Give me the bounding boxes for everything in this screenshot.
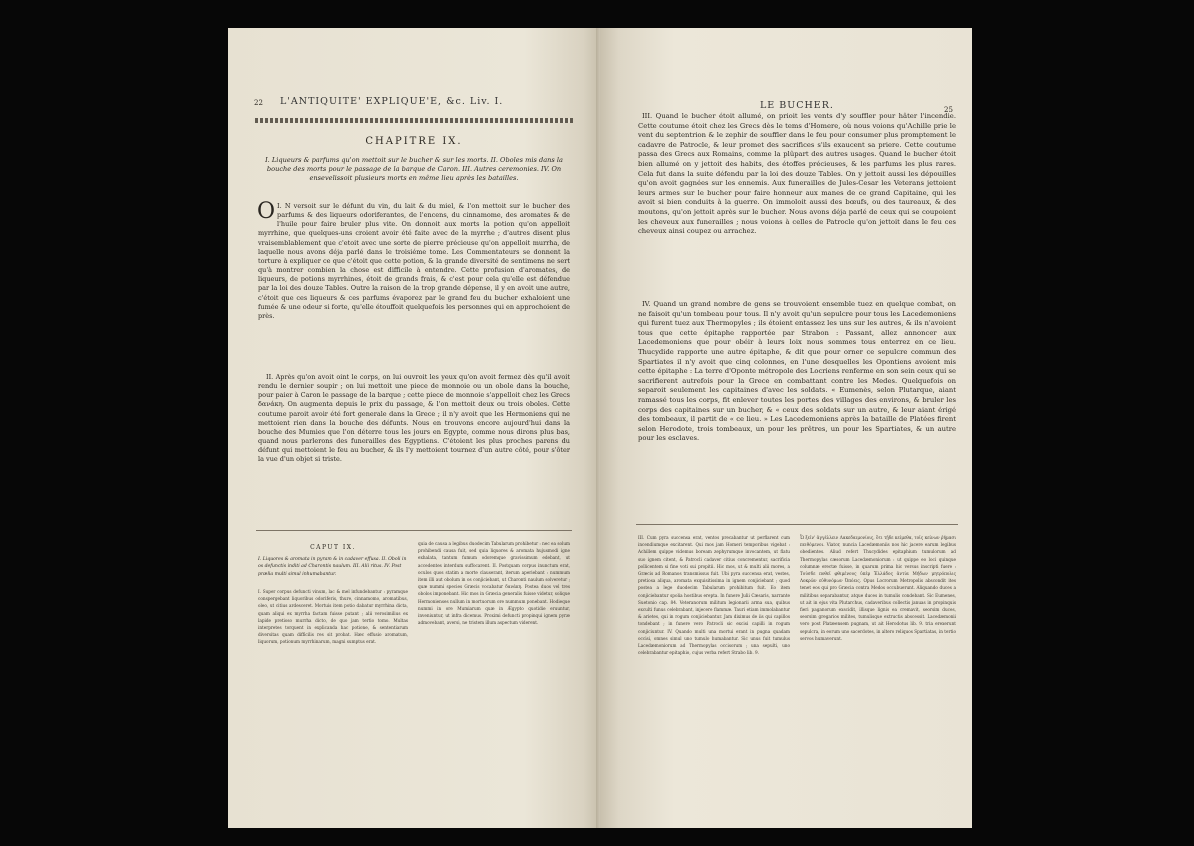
paragraph-1-lead: I.	[277, 202, 282, 210]
notes-divider-right	[636, 524, 958, 525]
paragraph-4: IV. Quand un grand nombre de gens se trouvoient ensemble tuez en quelque combat, on ne faisoit qu'un tombeau pour tous. Il n'y avoit qu'un sepulcre pour tous les Lacedemoniens qui furent tuez aux Thermopyles ; ils étoient entassez les uns sur les autres, & ils n'avoient tous que cette épitaphe rapportée par Strabon : Passant, allez annoncer aux Lacedemoniens que pour obéir à leurs loix nous sommes tous enterrez en ce lieu. Thucydide rapporte une autre épitaphe, & dit que pour orner ce sepulcre commun des Spartiates il n'y avoit que cinq colonnes, en l'une desquelles les Opontiens avoient mis cette épitaphe : La terre d'Oponte métropole des Locriens renferme en son sein ceux qui se sacrifierent autrefois pour la Grece en combattant contre les Medes. Quelquefois on separoit seulement les capitaines d'avec les soldats. « Eumenès, selon Plutarque, aiant ramassé tous les corps, fit enlever toutes les portes des villages des environs, & bruler les corps des capitaines sur un bucher, & « ceux des soldats sur un autre, & leur aiant érigé des tombeaux, il partit de « ce lieu. » Les Lacedemoniens après la bataille de Platées firent selon Herodote, trois tombeaux, un pour les prêtres, un pour les Spartiates, & un autre pour les esclaves.	[638, 300, 956, 443]
left-running-head: L'ANTIQUITE' EXPLIQUE'E, &c. Liv. I.	[280, 96, 504, 107]
right-page	[600, 28, 972, 828]
ornament-band	[255, 118, 573, 123]
right-page-number: 25	[944, 106, 953, 114]
paragraph-3: III. Quand le bucher étoit allumé, on prioit les vents d'y souffler pour hâter l'incendie. Cette coutume étoit chez les Grecs dès le tems d'Homere, où nous voions qu'Achille prie le vent du septentrion & le zephir de souffler dans le feu pour consumer plus promptement le cadavre de Patrocle, & leur promet des sacrifices s'ils exaucent sa priere. Cette coutume passa des Grecs aux Romains, comme la plûpart des autres usages. Quand le bucher étoit bien allumé on y jettoit des habits, des étoffes précieuses, & les parfums les plus rares. Cela fut dans la suite défendu par la loi des douze Tables. On y jettoit aussi les dépouilles qu'on avoit gagnées sur les ennemis. Aux funerailles de Jules-Cesar les Veterans jettoient leurs armes sur le bucher pour faire honneur aux manes de ce grand Capitaine, qui les avoit si bien conduits à la guerre. On immoloit aussi des bœufs, ou des taureaux, & des moutons, qu'on jettoit après sur le bucher. Nous avons déja parlé de ceux qui se coupoient les cheveux aux funerailles ; nous voions à celles de Patrocle qu'on jettoit dans le feu ces cheveux ainsi coupez ou arrachez.	[638, 112, 956, 236]
open-book	[228, 28, 972, 828]
right-running-head: LE BUCHER.	[760, 100, 834, 111]
notes-heading: CAPUT IX.	[310, 544, 356, 551]
notes-column-2-right: Ὦ ξεῖν' ἀγγέλλειν Λακεδαιμονίοις, ὅτι τῇδε κείμεθα, τοῖς κείνων ῥήμασι πειθόμενοι. Viator, nuncia Lacedæmoniis nos hic jacere earum legibus obedientes. Aliud refert Thucydides epitaphium tumulorum ad Thermopylas cæsorum Lacedæmoniorum : ut quippe eo loci quinque columnæ erectæ fuisse, in quarum prima hic versus inscripti fuere : Τούσδε ποθεῖ φθιμένους ὑπὲρ Ἑλλάδος ἀντία Μήδων μητρόπολις Λοκρῶν εὐθυνόμων Ὀπόεις. Opus Locrorum Metropolis abscondit ites tenet eos qui pro Græcia contra Medos occubuerunt. Aliquando duces a militibus separabantur, atque duces in tumulis condebant. Sic Eumenes, ut ait in ejus vita Plutarchus, cadaveribus collectis januas in propinquis fieri paganorum exscidit, illisque lignis ea cremavit, seorsim duces, seorsim gregarios milites, tumulisque extructis abscessit. Lacedæmonii vero post Platæensem pugnam, ut ait Herodotus lib. 9. tria erexerunt sepulcra, in eorum uno sacerdotes, in altero reliquos Spartiatas, in tertio servos humaverunt.	[800, 535, 956, 641]
drop-cap: O	[257, 199, 276, 224]
notes-column-1-right: III. Cum pyra succensa erat, ventos precabantur ut perflarent cum incendiumque excitarent. Qui mos jam Homeri temporibus vigebat : Achillem quippe videmus boream zephyrumque invocantem, ut flatu suo ignem citent, & Patrocli cadaver citius concrementur, sacrificia pollicentem si fine voti sui propitii. Hic mos, ut & multi alii mores, a Græcis ad Romanos transmissus fuit. Ubi pyra succensa erat, vestes, pretiosa aliqua, aromata exquisitissima in ignem conjiciebant ; quod postea a lege duodecim Tabularum prohibitum fuit. Eo item conjiciebantur spolia hostibus erepta. In funere Julii Cæsaris, narrante Suetonio cap. 84. Veteranorum militum legionarii arma sua, quibus exculti funus celebrabant, injecere flammæ. Tauri etiam immolabantur & arietes, qui in rogum conjiciebantur. Jam diximus de iis qui capillos tondebant ; in funere vero Patrocli sic excisi capilli in rogum conjiciuntur. IV. Quando multi una mortui erant in pugna quadam occisi, omnes simul uno tumulo humabantur. Sic unus fuit tumulus Lacedæmoniorum ad Thermopylas occisorum ; una sepulti, uno celebrabantur epitaphio, cujus verba refert Strabo lib. 9.	[638, 535, 790, 656]
paragraph-1-text: N versoit sur le défunt du vin, du lait & du miel, & l'on mettoit sur le bucher des parfums & des liqueurs odoriferantes, de l'encens, du cinnamome, des aromates & de l'huile pour faire bruler plus vite. On donnoit aux morts la potion qu'on appelloit myrrhine, que quelques-uns croient avoir été faite avec de la myrrhe ; d'autres disent plus vraisemblablement que c'etoit avec une sorte de pierre précieuse qu'on appelloit murrha, de laquelle nous avons déja parlé dans le troisiéme tome. Les Commentateurs se donnent la torture à expliquer ce que c'étoit que cette potion, & la grande diversité de sentimens ne sert qu'à montrer combien la chose est difficile à entendre. Cette profusion d'aromates, de liqueurs, de potions myrrhines, étoit de grands frais, & c'est pour cela qu'elle est défendue par la loi des douze Tables. Outre la raison de la trop grande dépense, il y en avoit une autre, c'étoit que ces liqueurs & ces parfums évaporez par le grand feu du bucher exhaloient une fumée & une odeur si forte, qu'elle étouffoit quelquefois les personnes qui en approchoient de près.	[258, 202, 570, 320]
left-page-number: 22	[254, 99, 263, 107]
left-page	[228, 28, 598, 828]
notes-divider	[256, 530, 572, 531]
chapter-title: CHAPITRE IX.	[365, 136, 463, 147]
notes-column-1: I. Super corpus defuncti vinum, lac & mel infundebantur : pyramque conspergebant liquoribus odoriferis, thure, cinnamomo, aromatibus, oleo, ut citius ardesceret. Mortuis item potio dabatur myrrhina dicta, quam aliqui ex myrrha factam fuisse putant ; alii verosimilius ex lapide pretioso murrha dicto, de quo jam tertio tomo. Multas interpretes torquent in explicanda hac potione, & sententiarum diversitas quam difficilis res sit probat. Hæc effusio aromatum, liquorum, potionum myrrhinarum, magni sumptus erat.	[258, 589, 408, 645]
notes-column-2: quia de causa a legibus duodecim Tabularum prohibetur : nec ea solum prohibendi causa fuit, sed quia liquores & aromata hujusmodi igne exhalata, tantum fumum odoremque gravissimum edebant, ut accedentes interdum suffocarent. II. Postquam corpus inunctum erat, oculos quos statim a morte clauserant, iterum aperiebant : nummum item illi aut obolum in os conjiciebant, ut Charonti naulum solveretur ; quæ nummi species Græcis vocabatur δανάκη. Postea duos vel tres obolos imponebant. Hic mos in Græcia generalis fuisse videtur, solique Hermonienses nullum in mortuorum ore nummum ponebant. Hodieque nummi in ore Mumiarum quæ in Ægypto quotidie eruuntur, inveniuntur, ut infra dicemus. Proximi defuncti propinqui ignem pyræ admovebant, aversi, ne tristem illum aspectum viderent.	[418, 541, 570, 626]
notes-summary: I. Liquores & aromata in pyram & in cadaver effusa. II. Oboli in os defunctis inditi ad Charontis naulum. III. Alii ritus. IV. Post prælia multi simul inhumabantur.	[258, 557, 407, 577]
chapter-summary: I. Liqueurs & parfums qu'on mettoit sur le bucher & sur les morts. II. Oboles mis dans la bouche des morts pour le passage de la barque de Caron. III. Autres ceremonies. IV. On ensevelissoit plusieurs morts en même lieu après les batailles.	[265, 156, 563, 183]
paragraph-1	[257, 199, 570, 321]
paragraph-2: II. Après qu'on avoit oint le corps, on lui ouvroit les yeux qu'on avoit fermez dès qu'il avoit rendu le dernier soupir ; on lui mettoit une piece de monnoie ou un obole dans la bouche, pour paier à Caron le passage de la barque ; cette piece de monnoie s'appelloit chez les Grecs δανάκη. On augmenta depuis le prix du passage, & l'on mettoit deux ou trois oboles. Cette coutume paroit avoir été fort generale dans la Grece ; il n'y avoit que les Hermoniens qui ne mettoient rien dans la bouche des défunts. Nous en trouvons encore aujourd'hui dans la bouche des Mumies que l'on déterre tous les jours en Egypte, comme nous dirons plus bas, quand nous parlerons des funerailles des Egyptiens. C'étoient les plus proches parens du défunt qui mettoient le feu au bucher, & ils l'y mettoient tournez d'un autre côté, pour s'ôter la vue d'un objet si triste.	[258, 373, 570, 464]
